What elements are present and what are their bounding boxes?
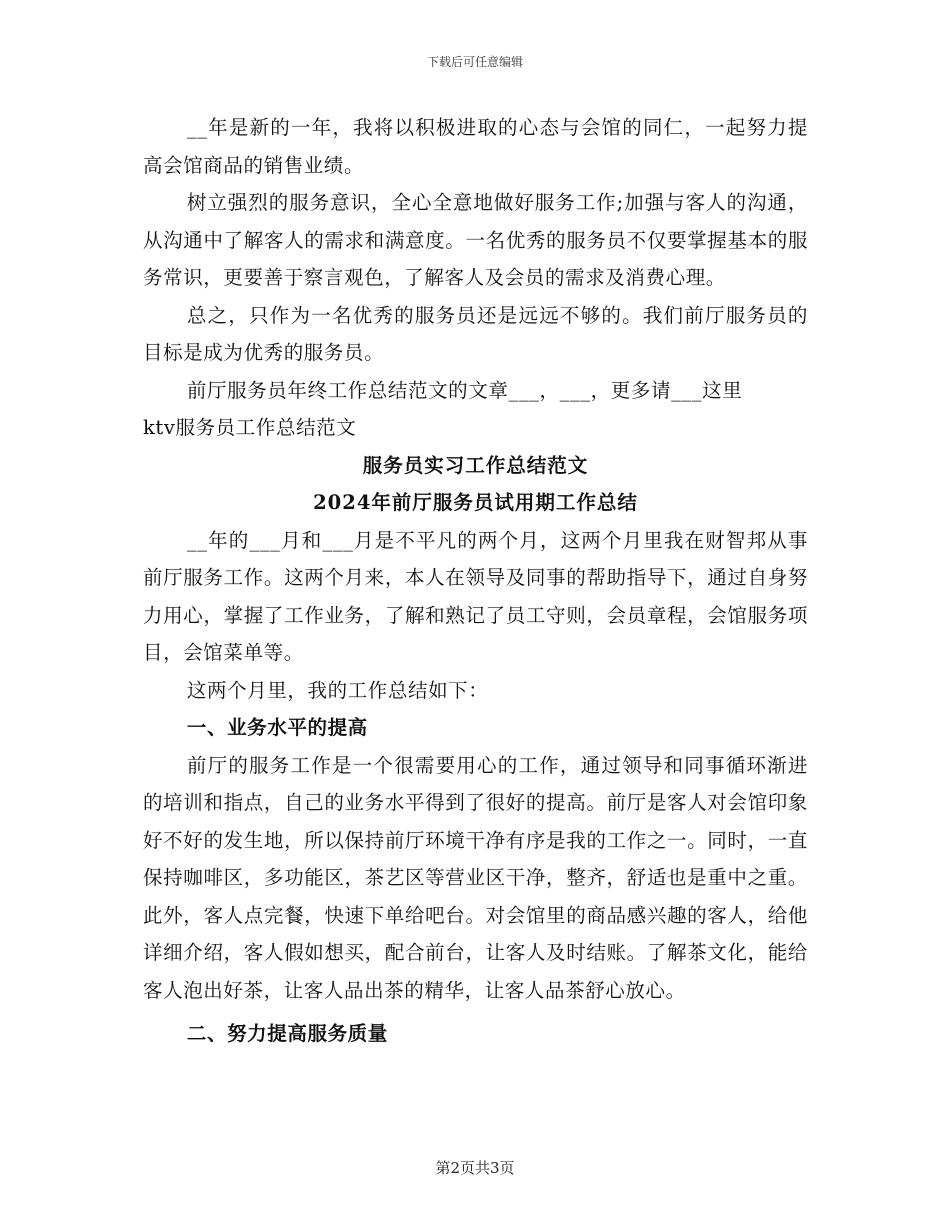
page-footer: 第2页共3页 bbox=[435, 1159, 515, 1177]
document-body bbox=[143, 109, 808, 1053]
paragraph: 树立强烈的服务意识，全心全意地做好服务工作;加强与客人的沟通，从沟通中了解客人的需求和满意度。一名优秀的服务员不仅要掌握基本的服务常识，更要善于察言观色，了解客人及会员的需求及消费心理。 bbox=[143, 191, 808, 289]
paragraph: 这两个月里，我的工作总结如下： bbox=[186, 678, 489, 702]
paragraph: __年是新的一年，我将以积极进取的心态与会馆的同仁，一起努力提高会馆商品的销售业绩。 bbox=[143, 116, 808, 177]
page-header: 下载后可任意编辑 bbox=[426, 55, 523, 69]
section-title: 服务员实习工作总结范文 bbox=[362, 453, 589, 477]
paragraph: 前厅服务员年终工作总结范文的文章___，___，更多请___这里 bbox=[186, 378, 743, 402]
paragraph: 前厅的服务工作是一个很需要用心的工作，通过领导和同事循环渐进的培训和指点，自己的业务水平得到了很好的提高。前厅是客人对会馆印象好不好的发生地，所以保持前厅环境干净有序是我的工作之一。同时，一直保持咖啡区，多功能区，茶艺区等营业区干净，整齐，舒适也是重中之重。此外，客人点完餐，快速下单给吧台。对会馆里的商品感兴趣的客人，给他详细介绍，客人假如想买，配合前台，让客人及时结账。了解茶文化，能给客人泡出好茶，让客人品出茶的精华，让客人品茶舒心放心。 bbox=[143, 753, 808, 1002]
paragraph: ktv服务员工作总结范文 bbox=[143, 416, 357, 439]
paragraph: __年的___月和___月是不平凡的两个月，这两个月里我在财智邦从事前厅服务工作。这两个月来，本人在领导及同事的帮助指导下，通过自身努力用心，掌握了工作业务，了解和熟记了员工守则，会员章程，会馆服务项目，会馆菜单等。 bbox=[143, 528, 808, 664]
paragraph: 总之，只作为一名优秀的服务员还是远远不够的。我们前厅服务员的目标是成为优秀的服务员。 bbox=[143, 303, 808, 364]
section-heading: 二、努力提高服务质量 bbox=[186, 1022, 388, 1045]
section-heading: 一、业务水平的提高 bbox=[186, 716, 368, 739]
document-title: 2024年前厅服务员试用期工作总结 bbox=[313, 491, 638, 514]
